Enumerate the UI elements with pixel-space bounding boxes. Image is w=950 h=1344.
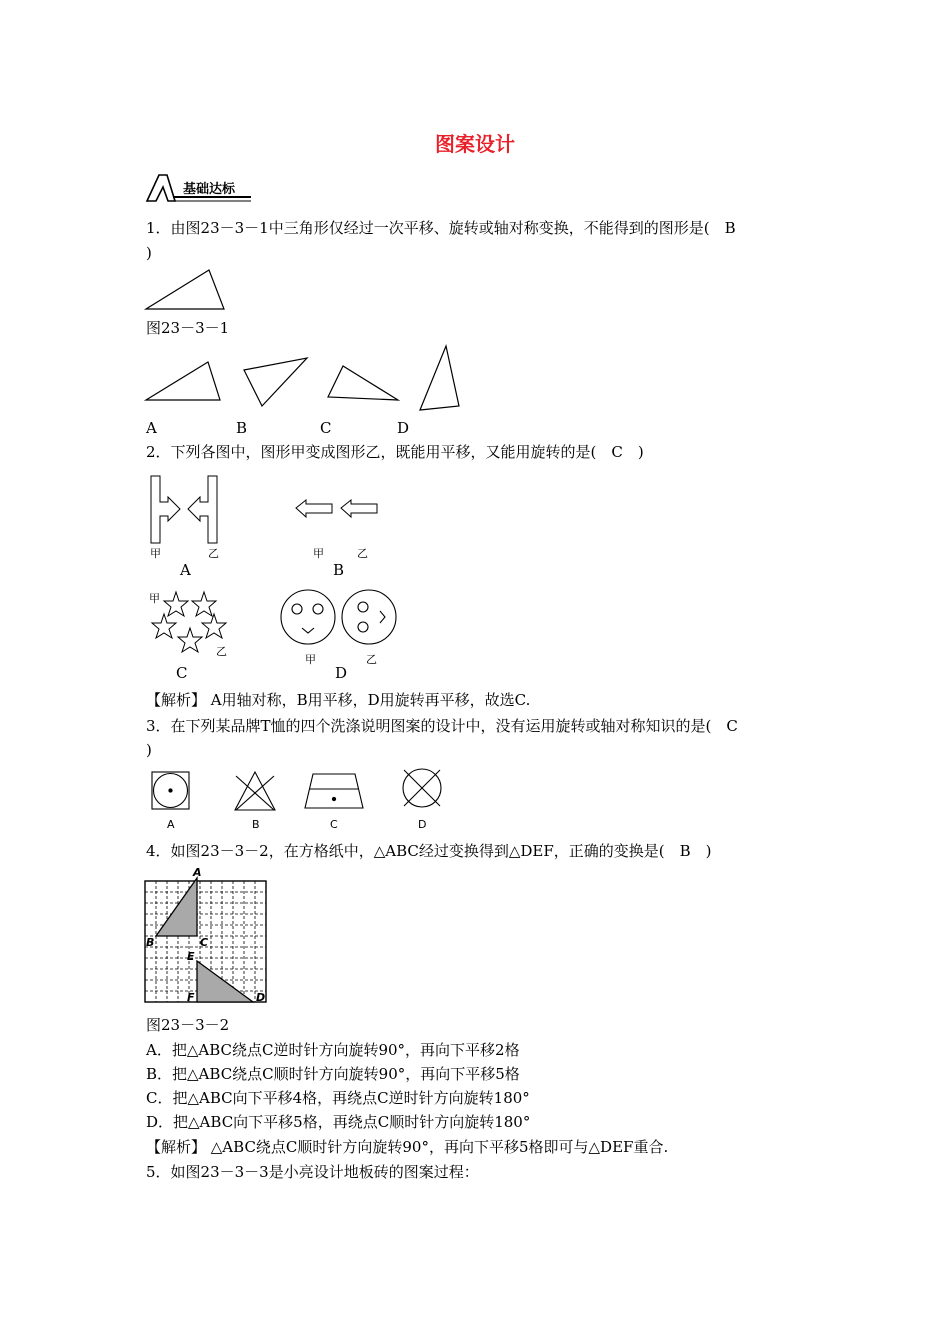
q3-text-line1: 3．在下列某品牌T恤的四个洗涤说明图案的设计中，没有运用旋转或轴对称知识的是( C [146, 717, 738, 735]
q2-option-d-label: D [335, 664, 348, 682]
q1-option-d-label: D [397, 419, 410, 437]
q2-option-a-label: A [180, 561, 191, 579]
q4-point-c: C [200, 936, 209, 949]
badge-text: 基础达标 [183, 182, 236, 197]
q1-text-line1: 1．由图23－3－1中三角形仅经过一次平移、旋转或轴对称变换，不能得到的图形是( B [146, 219, 736, 237]
page-title: 图案设计 [435, 132, 515, 156]
q1-fig-caption: 图23－3－1 [146, 319, 230, 337]
q4-point-f: F [187, 991, 195, 1004]
q3-option-c-label: C [330, 818, 338, 831]
q3-text-line2: ) [146, 741, 152, 759]
q2-c-jia-label: 甲 [149, 592, 160, 605]
q4-point-e: E [187, 950, 195, 963]
q4-choice-d: D．把△ABC向下平移5格，再绕点C顺时针方向旋转180° [146, 1113, 531, 1131]
q2-d-yi-label: 乙 [366, 653, 377, 666]
q3-option-b-label: B [252, 818, 260, 831]
q2-b-yi-label: 乙 [357, 547, 368, 560]
q5-text: 5．如图23－3－3是小亮设计地板砖的图案过程： [146, 1163, 479, 1181]
q4-choice-c: C．把△ABC向下平移4格，再绕点C逆时针方向旋转180° [146, 1089, 530, 1107]
q2-a-yi-label: 乙 [208, 547, 219, 560]
q4-choice-b: B．把△ABC绕点C顺时针方向旋转90°，再向下平移5格 [146, 1065, 520, 1083]
q4-fig-caption: 图23－3－2 [146, 1016, 230, 1034]
q4-triangle-abc [156, 878, 197, 936]
q4-analysis: 【解析】 △ABC绕点C顺时针方向旋转90°，再向下平移5格即可与△DEF重合. [146, 1138, 669, 1156]
q1-option-b-label: B [236, 419, 248, 437]
q2-option-c-label: C [176, 664, 188, 682]
q2-text: 2．下列各图中，图形甲变成图形乙，既能用平移，又能用旋转的是( C ) [146, 443, 644, 461]
q3-option-a-label: A [167, 818, 175, 831]
q4-point-d: D [256, 991, 266, 1004]
q2-c-yi-label: 乙 [216, 645, 227, 658]
q2-d-jia-label: 甲 [305, 653, 316, 666]
q2-b-jia-label: 甲 [313, 547, 324, 560]
q2-a-jia-label: 甲 [150, 547, 161, 560]
q4-text: 4．如图23－3－2，在方格纸中，△ABC经过变换得到△DEF，正确的变换是( B ) [146, 842, 712, 860]
q2-analysis: 【解析】 A用轴对称，B用平移，D用旋转再平移，故选C. [146, 691, 531, 709]
q3-option-d-label: D [418, 818, 427, 831]
q2-option-b-label: B [333, 561, 345, 579]
q1-text-line2: ) [146, 244, 152, 262]
q4-choice-a: A．把△ABC绕点C逆时针方向旋转90°，再向下平移2格 [146, 1041, 520, 1059]
q4-point-b: B [146, 936, 155, 949]
q1-option-a-label: A [146, 419, 157, 437]
q4-triangle-def [197, 961, 253, 1002]
q4-point-a: A [193, 866, 202, 879]
q1-option-c-label: C [320, 419, 332, 437]
